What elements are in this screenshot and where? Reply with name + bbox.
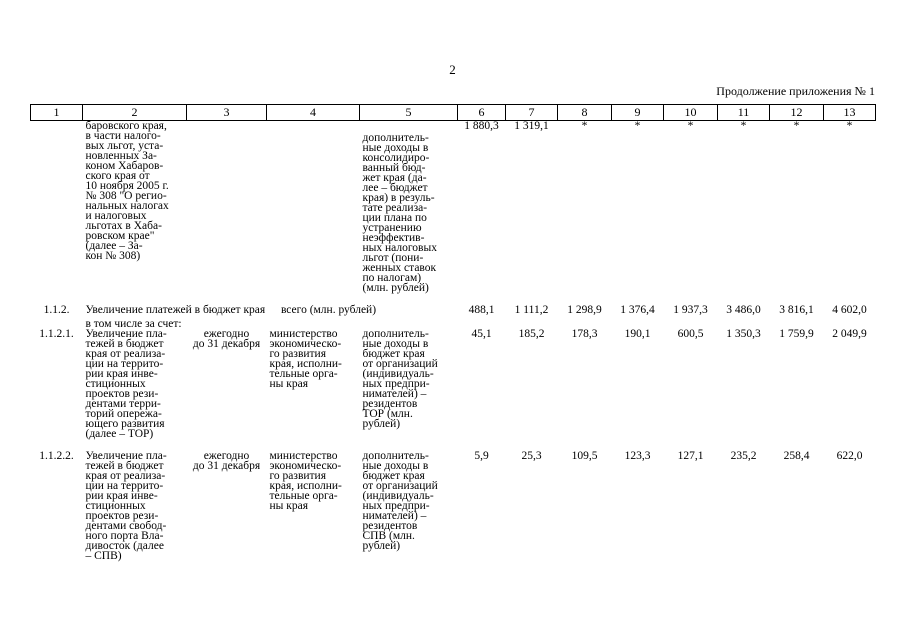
measure-title: Увеличение платежей в бюджет края — [85, 304, 266, 316]
value-cell: 1 319,1 — [514, 120, 549, 132]
value-cell: * — [793, 120, 800, 132]
value-cell: 235,2 — [730, 450, 757, 462]
table-row — [31, 315, 876, 329]
value-cell: 185,2 — [518, 328, 545, 340]
value-cell: 1 376,4 — [620, 304, 655, 316]
col-header-11: 11 — [718, 105, 770, 121]
col-header-10: 10 — [664, 105, 718, 121]
value-cell: 1 298,9 — [567, 304, 602, 316]
value-cell: 123,3 — [624, 450, 651, 462]
col-header-5: 5 — [360, 105, 458, 121]
row-code: 1.1.2.2. — [39, 450, 74, 462]
value-cell: * — [846, 120, 853, 132]
value-cell: * — [740, 120, 747, 132]
responsible-party: министерство экономическо- го развития края, исполни- тельные орга- ны края — [269, 450, 342, 512]
value-cell: 600,5 — [677, 328, 704, 340]
value-cell: 258,4 — [783, 450, 810, 462]
value-cell: * — [581, 120, 588, 132]
col-header-1: 1 — [31, 105, 83, 121]
value-cell: 25,3 — [521, 450, 542, 462]
value-cell: 3 486,0 — [726, 304, 761, 316]
responsible-party: министерство экономическо- го развития края, исполни- тельные орга- ны края — [269, 328, 342, 390]
continuation-label: Продолжение приложения № 1 — [716, 84, 875, 98]
value-cell: 2 049,9 — [832, 328, 867, 340]
value-cell: 1 111,2 — [514, 304, 549, 316]
table-row — [31, 121, 876, 294]
col-header-8: 8 — [558, 105, 612, 121]
plan-table — [30, 104, 876, 561]
value-cell: 190,1 — [624, 328, 651, 340]
value-cell: 127,1 — [677, 450, 704, 462]
value-cell: 5,9 — [474, 450, 489, 462]
measure-description: баровского края, в части налого- вых льгот, уста- новленных За- коном Хабаров- ского края от 10 ноября 2005 г. № 308 "О регио- нальных налогах и налоговых льготах в Хаба- ровском крае" (далее – За- кон № 308) — [85, 120, 169, 262]
col-header-12: 12 — [770, 105, 824, 121]
value-cell: 45,1 — [471, 328, 492, 340]
subtotal-note: в том числе за счет: — [85, 318, 182, 330]
value-cell: 1 759,9 — [779, 328, 814, 340]
value-cell: 3 816,1 — [779, 304, 814, 316]
col-header-4: 4 — [267, 105, 360, 121]
col-header-9: 9 — [612, 105, 664, 121]
col-header-3: 3 — [187, 105, 267, 121]
table-row — [31, 329, 876, 439]
row-code: 1.1.2.1. — [39, 328, 74, 340]
col-header-6: 6 — [458, 105, 506, 121]
value-cell: 1 350,3 — [726, 328, 761, 340]
value-cell: * — [634, 120, 641, 132]
col-header-2: 2 — [83, 105, 187, 121]
measure-description: Увеличение пла- тежей в бюджет края от реализа- ции на террито- рии края инве- стиционных проектов рези- дентами терри- торий опережа- ющего развития (далее – ТОР) — [85, 328, 167, 440]
value-cell: 1 937,3 — [673, 304, 708, 316]
value-cell: 4 602,0 — [832, 304, 867, 316]
row-code: 1.1.2. — [43, 304, 70, 316]
col-header-13: 13 — [824, 105, 876, 121]
measure-description — [83, 304, 377, 316]
indicator-description: дополнитель- ные доходы в бюджет края от организаций (индивидуаль- ных предпри- нимателей) – резидентов ТОР (млн. рублей) — [362, 328, 438, 430]
table-row — [31, 451, 876, 561]
header-row — [31, 105, 876, 121]
table-row — [31, 305, 876, 315]
indicator-description: всего (млн. рублей) — [280, 304, 377, 316]
value-cell: 622,0 — [836, 450, 863, 462]
value-cell: 488,1 — [468, 304, 495, 316]
col-header-7: 7 — [506, 105, 558, 121]
value-cell: 178,3 — [571, 328, 598, 340]
value-cell: * — [687, 120, 694, 132]
deadline: ежегодно до 31 декабря — [192, 328, 261, 350]
indicator-description: дополнитель- ные доходы в бюджет края от организаций (индивидуаль- ных предпри- нимателей) – резидентов СПВ (млн. рублей) — [362, 450, 438, 552]
value-cell: 109,5 — [571, 450, 598, 462]
measure-description: Увеличение пла- тежей в бюджет края от реализа- ции на террито- рии края инве- стиционных проектов рези- дентами свобод- ного порта Вла- дивосток (далее – СПВ) — [85, 450, 167, 562]
page-number: 2 — [449, 62, 456, 77]
value-cell: 1 880,3 — [464, 120, 499, 132]
deadline: ежегодно до 31 декабря — [192, 450, 261, 472]
indicator-description: дополнитель- ные доходы в консолидиро- ванный бюд- жет края (да- лее – бюджет края) в резуль- тате реализа- ции плана по устранению неэффектив- ных налоговых льгот (пони- женных ставок по налогам) (млн. рублей) — [362, 132, 437, 294]
